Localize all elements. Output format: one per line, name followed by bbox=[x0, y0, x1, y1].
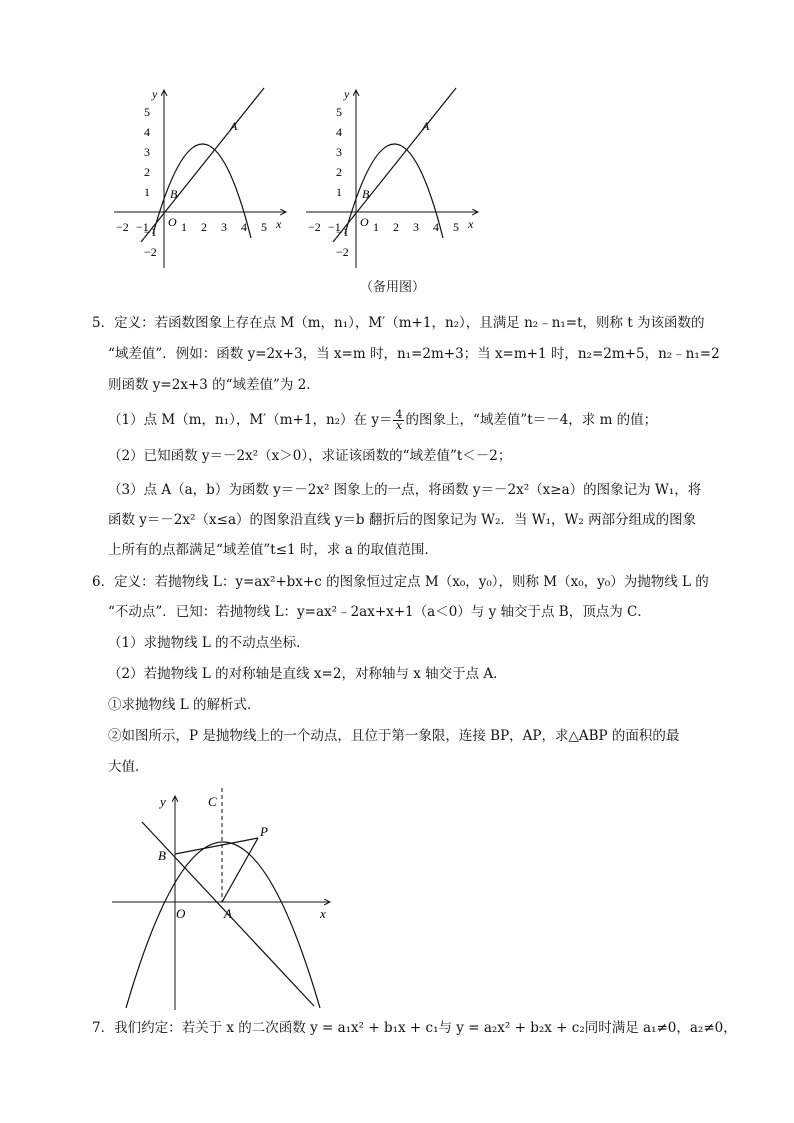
origin-label: O bbox=[360, 215, 369, 229]
point-c-label: C bbox=[208, 794, 217, 809]
q5-line-2: “域差值”．例如：函数 y=2x+3，当 x=m 时，n₁=2m+3；当 x=m+1 时，n₂=2m+5，n₂﹣n₁=2 bbox=[108, 346, 720, 362]
q5-part-3b: 函数 y＝－2x²（x≤a）的图象沿直线 y＝b 翻折后的图象记为 W₂．当 W₁，W₂ 两部分组成的图象 bbox=[108, 512, 697, 528]
q6-line-2: “不动点”．已知：若抛物线 L：y=ax²﹣2ax+x+1（a＜0）与 y 轴交于点 B，顶点为 C． bbox=[108, 604, 651, 620]
q5-part-1 bbox=[108, 410, 748, 431]
point-b-label: B bbox=[158, 848, 166, 863]
q6-part-1: （1）求抛物线 L 的不动点坐标． bbox=[108, 635, 310, 651]
x-tick: 3 bbox=[413, 220, 419, 234]
y-axis-label: y bbox=[160, 794, 166, 809]
y-axis-label: y bbox=[152, 87, 158, 101]
graph-3-svg bbox=[108, 788, 348, 1013]
point-a-label: A bbox=[224, 906, 232, 921]
x-axis-label: x bbox=[468, 217, 474, 231]
q6-sub-2b: 大值． bbox=[108, 759, 149, 775]
y-tick: 5 bbox=[336, 105, 342, 119]
y-tick: 1 bbox=[336, 185, 342, 199]
y-axis-label: y bbox=[344, 87, 350, 101]
y-tick: 3 bbox=[336, 145, 342, 159]
y-tick: −2 bbox=[144, 245, 157, 259]
graph-figure-3 bbox=[108, 788, 348, 1013]
graph-1-svg bbox=[108, 82, 288, 272]
y-tick: −1 bbox=[144, 225, 157, 239]
point-a-label: A bbox=[230, 119, 238, 133]
graph-figure-2 bbox=[300, 82, 480, 272]
point-a-label: A bbox=[422, 119, 430, 133]
q7-line-1: 7．我们约定：若关于 x 的二次函数 y = a₁x² + b₁x + c₁与 y = a₂x² + b₂x + c₂同时满足 a₁≠0，a₂≠0， bbox=[92, 1020, 737, 1036]
y-tick: 1 bbox=[144, 185, 150, 199]
parabola-curve bbox=[126, 842, 320, 1008]
origin-label: O bbox=[176, 906, 186, 921]
y-tick: 5 bbox=[144, 105, 150, 119]
x-tick: 4 bbox=[241, 220, 247, 234]
y-tick: 2 bbox=[336, 165, 342, 179]
q5-part-1-text-b: 的图象上，“域差值”t＝－4，求 m 的值； bbox=[405, 412, 658, 428]
fraction-numerator: 4 bbox=[395, 408, 403, 421]
y-tick: 4 bbox=[336, 125, 342, 139]
x-tick: 1 bbox=[373, 220, 379, 234]
y-tick: 2 bbox=[144, 165, 150, 179]
q5-part-2: （2）已知函数 y＝－2x²（x＞0），求证该函数的“域差值”t＜－2； bbox=[108, 448, 512, 464]
x-tick: 3 bbox=[221, 220, 227, 234]
point-b-label: B bbox=[362, 187, 370, 201]
x-tick: 5 bbox=[261, 220, 267, 234]
q6-line-1: 6．定义：若抛物线 L：y=ax²+bx+c 的图象恒过定点 M（x₀，y₀），则称 M（x₀，y₀）为抛物线 L 的 bbox=[92, 574, 709, 590]
q6-sub-2: ②如图所示，P 是抛物线上的一个动点，且位于第一象限，连接 BP，AP，求△ABP 的面积的最 bbox=[108, 728, 680, 744]
q6-part-2: （2）若抛物线 L 的对称轴是直线 x=2，对称轴与 x 轴交于点 A． bbox=[108, 666, 507, 682]
point-b-label: B bbox=[170, 187, 178, 201]
graph-2-svg bbox=[300, 82, 480, 272]
x-tick: −1 bbox=[328, 220, 341, 234]
x-tick: 4 bbox=[433, 220, 439, 234]
graph-figure-1 bbox=[108, 82, 288, 272]
x-tick: 1 bbox=[181, 220, 187, 234]
x-axis-label: x bbox=[320, 906, 326, 921]
x-tick: 2 bbox=[201, 220, 207, 234]
q5-line-3: 则函数 y=2x+3 的“域差值”为 2． bbox=[108, 377, 320, 393]
x-tick: −2 bbox=[308, 220, 321, 234]
q5-line-1: 5．定义：若函数图象上存在点 M（m，n₁），M′（m+1，n₂），且满足 n₂﹣n₁=t，则称 t 为该函数的 bbox=[92, 315, 705, 331]
q5-part-3a: （3）点 A（a，b）为函数 y＝－2x² 图象上的一点，将函数 y＝－2x²（x≥a）的图象记为 W₁，将 bbox=[108, 482, 702, 498]
y-tick: −2 bbox=[336, 245, 349, 259]
point-p-label: P bbox=[260, 824, 268, 839]
y-tick: 3 bbox=[144, 145, 150, 159]
x-axis-label: x bbox=[276, 217, 282, 231]
x-tick: 5 bbox=[453, 220, 459, 234]
origin-label: O bbox=[168, 215, 177, 229]
x-tick: −1 bbox=[136, 220, 149, 234]
x-tick: −2 bbox=[116, 220, 129, 234]
y-tick: −1 bbox=[336, 225, 349, 239]
figure-caption: （备用图） bbox=[360, 280, 426, 295]
fraction bbox=[393, 410, 404, 431]
q5-part-3c: 上所有的点都满足“域差值”t≤1 时，求 a 的取值范围． bbox=[108, 542, 439, 558]
x-tick: 2 bbox=[393, 220, 399, 234]
q5-part-1-text-a: （1）点 M（m，n₁），M′（m+1，n₂）在 y＝ bbox=[108, 412, 393, 428]
fraction-denominator: x bbox=[395, 419, 403, 432]
y-tick: 4 bbox=[144, 125, 150, 139]
q6-sub-1: ①求抛物线 L 的解析式． bbox=[108, 697, 261, 713]
